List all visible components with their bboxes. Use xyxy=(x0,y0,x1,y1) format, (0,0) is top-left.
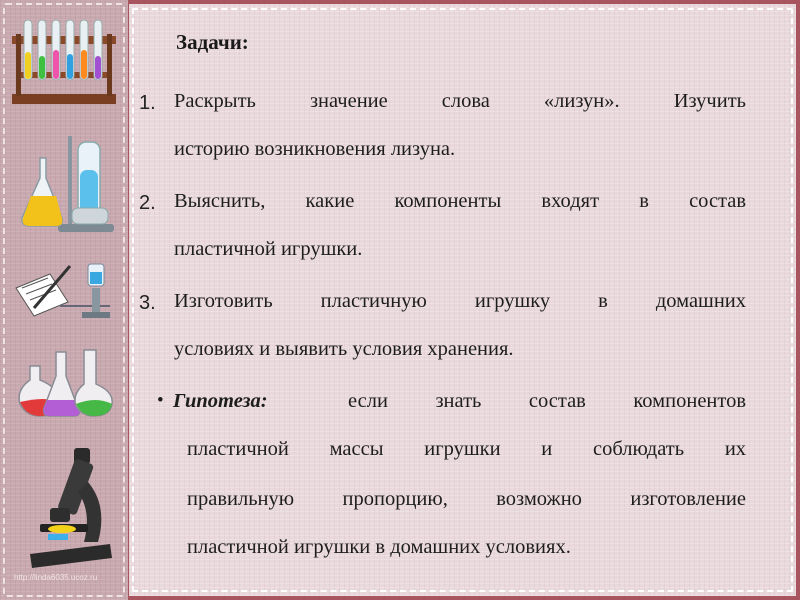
word: входят xyxy=(541,190,600,212)
word: возможно xyxy=(496,488,582,510)
test-tube-rack-icon xyxy=(10,14,118,106)
colored-flasks-icon xyxy=(16,346,116,420)
hypothesis-line-3 xyxy=(187,488,746,511)
slide-panel xyxy=(129,4,796,596)
sidebar xyxy=(0,0,128,600)
word: массы xyxy=(329,438,384,460)
word: в xyxy=(639,190,649,212)
notebook-burner-icon xyxy=(12,258,112,322)
item-3-line-1 xyxy=(174,290,746,313)
microscope-icon xyxy=(26,446,116,570)
word: Изучить xyxy=(673,90,746,112)
item-2-number: 2. xyxy=(139,192,156,214)
word: какие xyxy=(305,190,355,212)
word: правильную xyxy=(187,488,295,510)
word: значение xyxy=(309,90,388,112)
hypothesis-label: Гипотеза: xyxy=(173,390,268,412)
word: пропорцию, xyxy=(342,488,448,510)
word: знать xyxy=(435,390,482,412)
word: если xyxy=(348,390,388,412)
item-1-line-1 xyxy=(174,90,746,113)
word: пластичной xyxy=(187,438,289,460)
word: слова xyxy=(441,90,490,112)
item-2-line-2: пластичной игрушки. xyxy=(174,238,363,260)
word: изготовление xyxy=(630,488,747,510)
word: домашних xyxy=(655,290,747,312)
word: Выяснить, xyxy=(174,190,266,212)
flasks-icon xyxy=(18,136,118,236)
word: в xyxy=(598,290,608,312)
word: состав xyxy=(528,390,586,412)
hypothesis-line-1 xyxy=(348,390,746,413)
word: состав xyxy=(689,190,747,212)
item-1-line-2: историю возникновения лизуна. xyxy=(174,138,456,160)
word: их xyxy=(724,438,747,460)
hypothesis-bullet: • xyxy=(157,390,164,411)
word: «лизун». xyxy=(543,90,620,112)
word: и xyxy=(541,438,553,460)
slide-title: Задачи: xyxy=(176,30,249,54)
item-3-number: 3. xyxy=(139,292,156,314)
item-2-line-1 xyxy=(174,190,746,213)
word: игрушки xyxy=(424,438,501,460)
hypothesis-line-4: пластичной игрушки в домашних условиях. xyxy=(187,536,571,558)
word: пластичную xyxy=(320,290,427,312)
item-3-line-2: условиях и выявить условия хранения. xyxy=(174,338,514,360)
word: соблюдать xyxy=(593,438,685,460)
word: компонентов xyxy=(633,390,747,412)
word: игрушку xyxy=(474,290,551,312)
word: Изготовить xyxy=(174,290,273,312)
word: компоненты xyxy=(394,190,502,212)
hypothesis-line-2 xyxy=(187,438,746,461)
site-url: http://linda6035.ucoz.ru xyxy=(14,573,98,582)
item-1-number: 1. xyxy=(139,92,156,114)
word: Раскрыть xyxy=(174,90,256,112)
